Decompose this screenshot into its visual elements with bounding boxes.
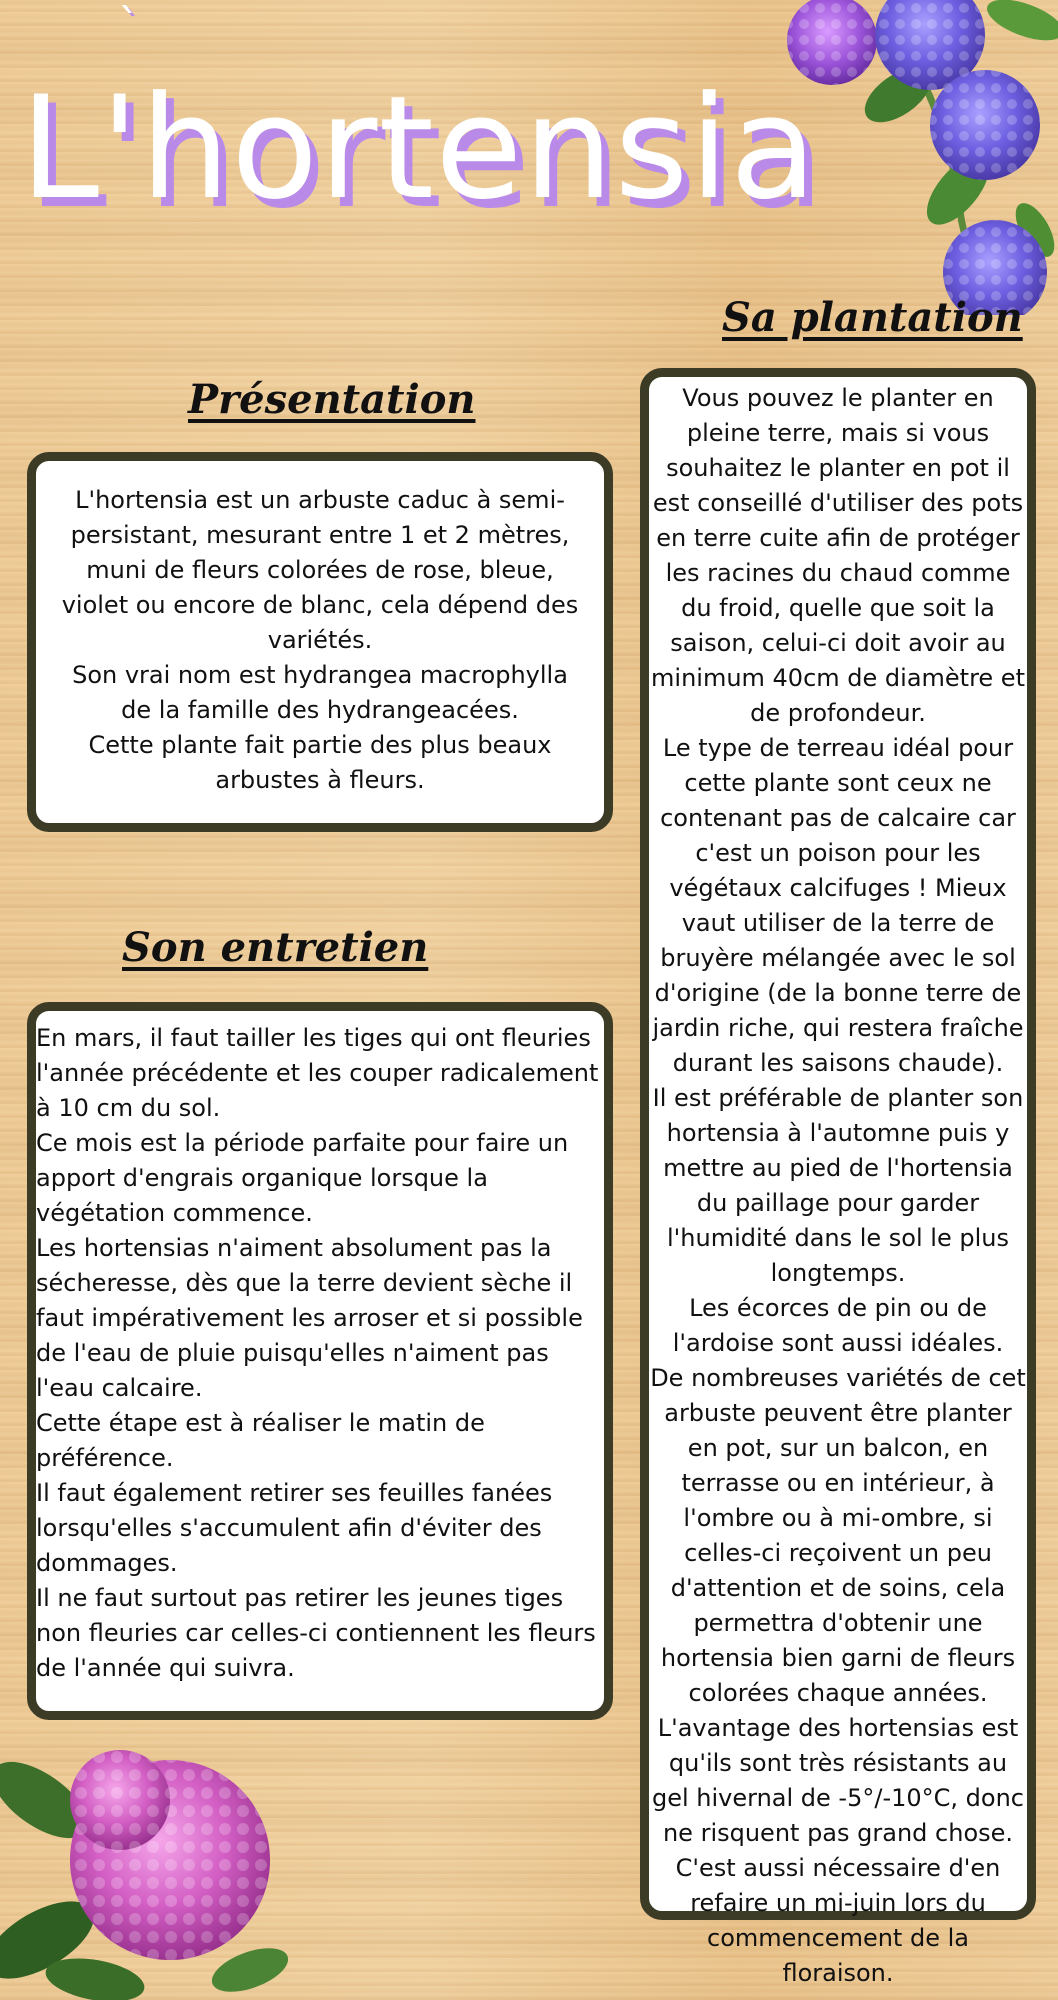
page-title: L'hortensia — [20, 66, 818, 231]
entretien-paragraph: Les hortensias n'aiment absolument pas la sécheresse, dès que la terre devient sèche il faut impérativement les arroser et si possible de l'eau de pluie puisqu'elles n'aiment pas l'eau calcaire. — [36, 1234, 583, 1402]
plantation-paragraph: C'est aussi nécessaire d'en refaire un mi-juin lors du commencement de la floraison. — [675, 1854, 1001, 1987]
entretien-heading: Son entretien — [122, 924, 429, 971]
plantation-paragraph: L'avantage des hortensias est qu'ils sont très résistants au gel hivernal de -5°/-10°C, donc ne risquent pas grand chose. — [652, 1714, 1024, 1847]
plantation-paragraph: De nombreuses variétés de cet arbuste peuvent être planter en pot, sur un balcon, en terrasse ou en intérieur, à l'ombre ou à mi-ombre, si celles-ci reçoivent un peu d'attention et de soins, cela permettra d'obtenir une hortensia bien garni de fleurs colorées chaque années. — [650, 1364, 1026, 1707]
plantation-paragraph: Les écorces de pin ou de l'ardoise sont aussi idéales. — [672, 1294, 1004, 1357]
plantation-card — [640, 368, 1036, 1987]
entretien-card — [27, 1002, 613, 1720]
presentation-paragraph: Son vrai nom est hydrangea macrophylla de la famille des hydrangeacées. — [72, 661, 568, 724]
blue-hydrangea-icon — [780, 0, 1058, 315]
plantation-paragraph: Le type de terreau idéal pour cette plante sont ceux ne contenant pas de calcaire car c'est un poison pour les végétaux calcifuges ! Mieux vaut utiliser de la terre de bruyère mélangée avec le sol d'origine (de la bonne terre de jardin riche, qui restera fraîche durant les saisons chaude). — [652, 734, 1024, 1077]
plantation-paragraph: Vous pouvez le planter en pleine terre, mais si vous souhaitez le planter en pot il est conseillé d'utiliser des pots en terre cuite afin de protéger les racines du chaud comme du froid, quelle que soit la saison, celui-ci doit avoir au minimum 40cm de diamètre et de profondeur. — [651, 384, 1025, 727]
entretien-paragraph: Cette étape est à réaliser le matin de préférence. — [36, 1409, 485, 1472]
title-accent: ` — [118, 0, 140, 51]
presentation-paragraph: L'hortensia est un arbuste caduc à semi-persistant, mesurant entre 1 et 2 mètres, muni de fleurs colorées de rose, bleue, violet ou encore de blanc, cela dépend des variétés. — [61, 486, 579, 654]
plantation-heading: Sa plantation — [722, 294, 1023, 341]
plantation-paragraph: Il est préférable de planter son hortensia à l'automne puis y mettre au pied de l'hortensia du paillage pour garder l'humidité dans le sol le plus longtemps. — [652, 1084, 1024, 1287]
presentation-paragraph: Cette plante fait partie des plus beaux arbustes à fleurs. — [88, 731, 552, 794]
entretien-paragraph: En mars, il faut tailler les tiges qui ont fleuries l'année précédente et les couper radicalement à 10 cm du sol. — [36, 1024, 599, 1122]
pink-hydrangea-icon — [0, 1730, 290, 2000]
presentation-heading: Présentation — [188, 376, 476, 423]
entretien-paragraph: Il ne faut surtout pas retirer les jeunes tiges non fleuries car celles-ci contiennent les fleurs de l'année qui suivra. — [36, 1584, 596, 1682]
presentation-card — [27, 452, 613, 832]
entretien-paragraph: Ce mois est la période parfaite pour faire un apport d'engrais organique lorsque la végétation commence. — [36, 1129, 569, 1227]
entretien-paragraph: Il faut également retirer ses feuilles fanées lorsqu'elles s'accumulent afin d'éviter des dommages. — [36, 1479, 553, 1577]
